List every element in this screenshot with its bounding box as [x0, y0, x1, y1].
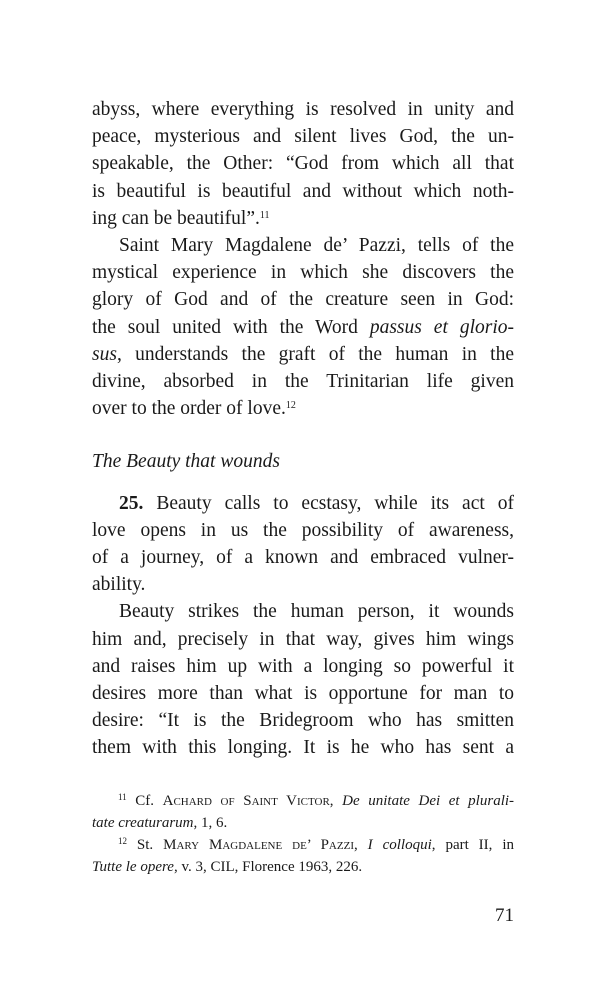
text-line: divine, absorbed in the Trinitarian life given	[92, 371, 514, 393]
text-fragment: St.	[127, 837, 164, 853]
text-line: desire: “It is the Bridegroom who has smitten	[92, 710, 514, 732]
text-fragment: ing can be beautiful”.	[92, 207, 260, 229]
footnote-12-cont	[92, 856, 514, 878]
footnote-number: 11	[118, 792, 127, 802]
text-fragment: ,	[329, 793, 343, 809]
page-number: 71	[495, 905, 514, 926]
latin-phrase: sus	[92, 343, 117, 365]
text-line: of a journey, of a known and embraced vulner-	[92, 547, 514, 569]
paragraph-4	[92, 598, 514, 761]
text-fragment: , understands the graft of the human in the	[116, 343, 514, 365]
text-line: abyss, where everything is resolved in unity and	[92, 99, 514, 120]
text-line	[92, 341, 514, 368]
footnote-11-cont	[92, 812, 514, 834]
text-fragment: Cf.	[126, 793, 163, 809]
text-line	[92, 314, 514, 341]
latin-phrase: passus et glorio-	[369, 316, 514, 338]
text-line	[92, 490, 514, 517]
text-line: desires more than what is opportune for man to	[92, 683, 514, 705]
footnote-12	[92, 834, 514, 856]
text-fragment: , 1, 6.	[193, 815, 228, 831]
footnote-author: Achard of Saint Victor	[162, 793, 330, 809]
footnote-number: 12	[118, 836, 127, 846]
paragraph-2	[92, 232, 514, 422]
text-fragment: over to the order of love.	[92, 398, 286, 420]
paragraph-1	[92, 96, 514, 232]
paragraph-3	[92, 490, 514, 599]
text-line: Saint Mary Magdalene de’ Pazzi, tells of the	[119, 235, 514, 257]
footnote-author: Mary Magdalene de’ Pazzi	[163, 837, 354, 853]
text-line: Beauty strikes the human person, it wounds	[119, 601, 514, 623]
footnote-title: tate creaturarum	[92, 815, 194, 831]
text-line: mystical experience in which she discovers the	[92, 262, 514, 284]
text-line: and raises him up with a longing so powerful it	[92, 655, 514, 677]
text-line	[92, 395, 514, 422]
text-fragment: ,	[353, 837, 368, 853]
footnote-11	[92, 790, 514, 812]
text-line: glory of God and of the creature seen in God:	[92, 289, 514, 311]
footnote-title: Tutte le opere	[92, 859, 174, 875]
text-line: love opens in us the possibility of awareness,	[92, 519, 514, 541]
section-heading: The Beauty that wounds	[92, 451, 280, 473]
text-line: is beautiful is beautiful and without which noth-	[92, 180, 514, 202]
text-fragment: , v. 3, CIL, Florence 1963, 226.	[173, 859, 363, 875]
text-line: him and, precisely in that way, gives him wings	[92, 628, 514, 650]
text-line: speakable, the Other: “God from which all that	[92, 153, 514, 175]
footnotes	[92, 790, 514, 878]
text-fragment: , part II, in	[431, 837, 515, 853]
footnote-ref-12: 12	[285, 400, 296, 412]
text-line: them with this longing. It is he who has sent a	[92, 737, 514, 759]
text-fragment: Beauty calls to ecstasy, while its act of	[143, 492, 514, 514]
text-fragment: the soul united with the Word	[92, 316, 370, 338]
footnote-title: De unitate Dei et plurali-	[342, 793, 515, 809]
text-line: peace, mysterious and silent lives God, the un-	[92, 126, 514, 148]
main-text	[92, 96, 514, 762]
text-line: ability.	[92, 574, 146, 596]
section-number: 25.	[119, 492, 144, 514]
footnote-ref-11: 11	[259, 209, 270, 221]
footnote-title: I colloqui	[367, 837, 432, 853]
text-line	[92, 205, 514, 232]
